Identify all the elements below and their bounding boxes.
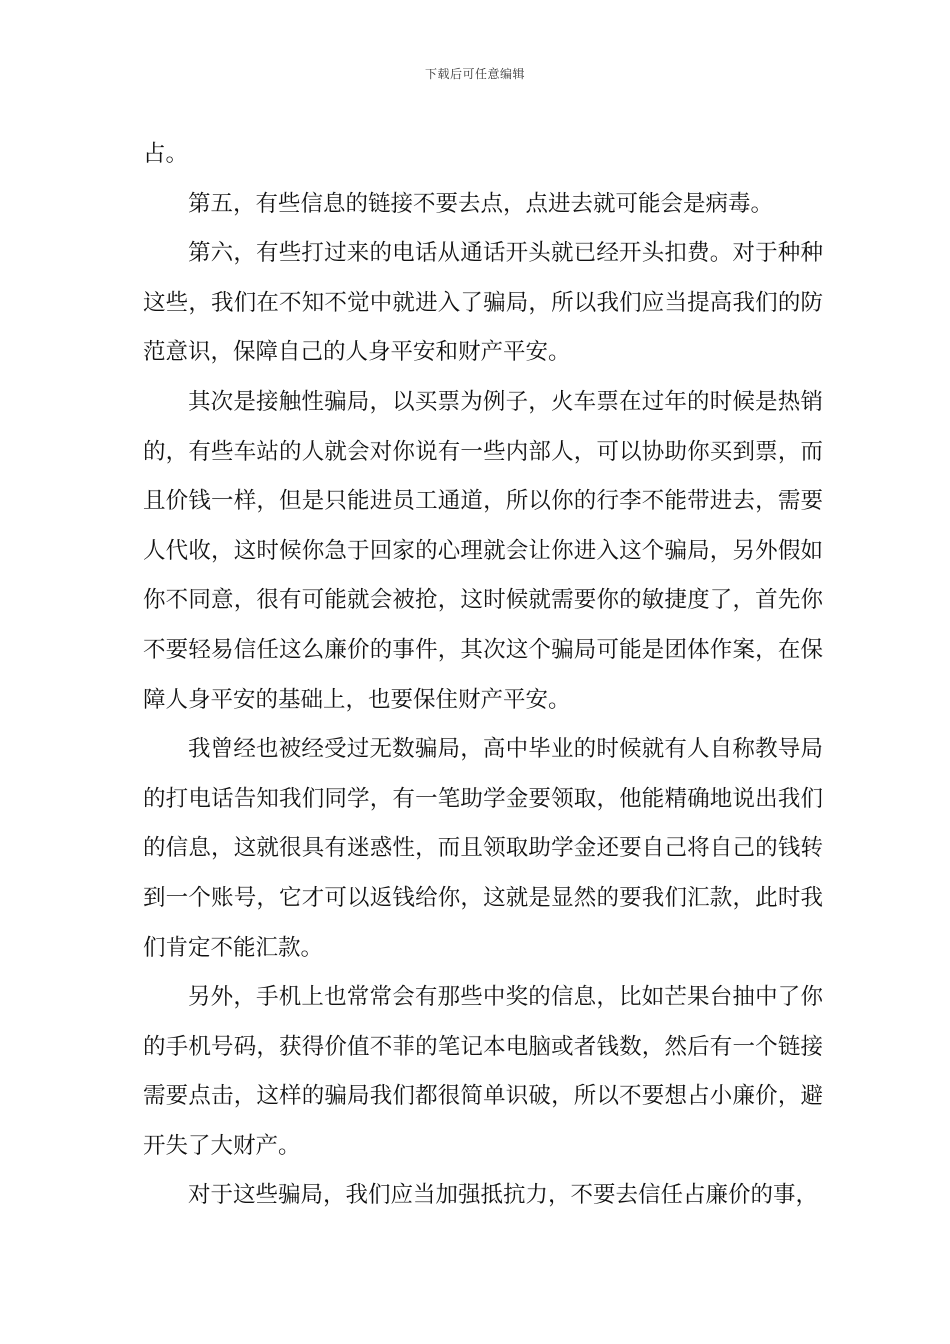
paragraph: 另外，手机上也常常会有那些中奖的信息，比如芒果台抽中了你的手机号码，获得价值不菲的笔记本电脑或者钱数，然后有一个链接需要点击，这样的骗局我们都很简单识破，所以不要想占小廉价，避开失了大财产。: [143, 984, 823, 1159]
paragraph: 我曾经也被经受过无数骗局，高中毕业的时候就有人自称教导局的打电话告知我们同学，有一笔助学金要领取，他能精确地说出我们的信息，这就很具有迷惑性，而且领取助学金还要自己将自己的钱转到一个账号，它才可以返钱给你，这就是显然的要我们汇款，此时我们肯定不能汇款。: [143, 736, 823, 961]
document-body: [143, 130, 823, 1221]
paragraph: 第六，有些打过来的电话从通话开头就已经开头扣费。对于种种这些，我们在不知不觉中就进入了骗局，所以我们应当提高我们的防范意识，保障自己的人身平安和财产平安。: [143, 240, 823, 366]
paragraph-continuation: 占。: [143, 141, 189, 167]
paragraph: 第五，有些信息的链接不要去点，点进去就可能会是病毒。: [188, 190, 774, 217]
page-header: 下载后可任意编辑: [424, 67, 525, 81]
paragraph: 对于这些骗局，我们应当加强抵抗力，不要去信任占廉价的事，: [188, 1182, 819, 1209]
paragraph: 其次是接触性骗局，以买票为例子，火车票在过年的时候是热销的，有些车站的人就会对你说有一些内部人，可以协助你买到票，而且价钱一样，但是只能进员工通道，所以你的行李不能带进去，需要人代收，这时候你急于回家的心理就会让你进入这个骗局，另外假如你不同意，很有可能就会被抢，这时候就需要你的敏捷度了，首先你不要轻易信任这么廉价的事件，其次这个骗局可能是团体作案，在保障人身平安的基础上，也要保住财产平安。: [143, 388, 823, 713]
